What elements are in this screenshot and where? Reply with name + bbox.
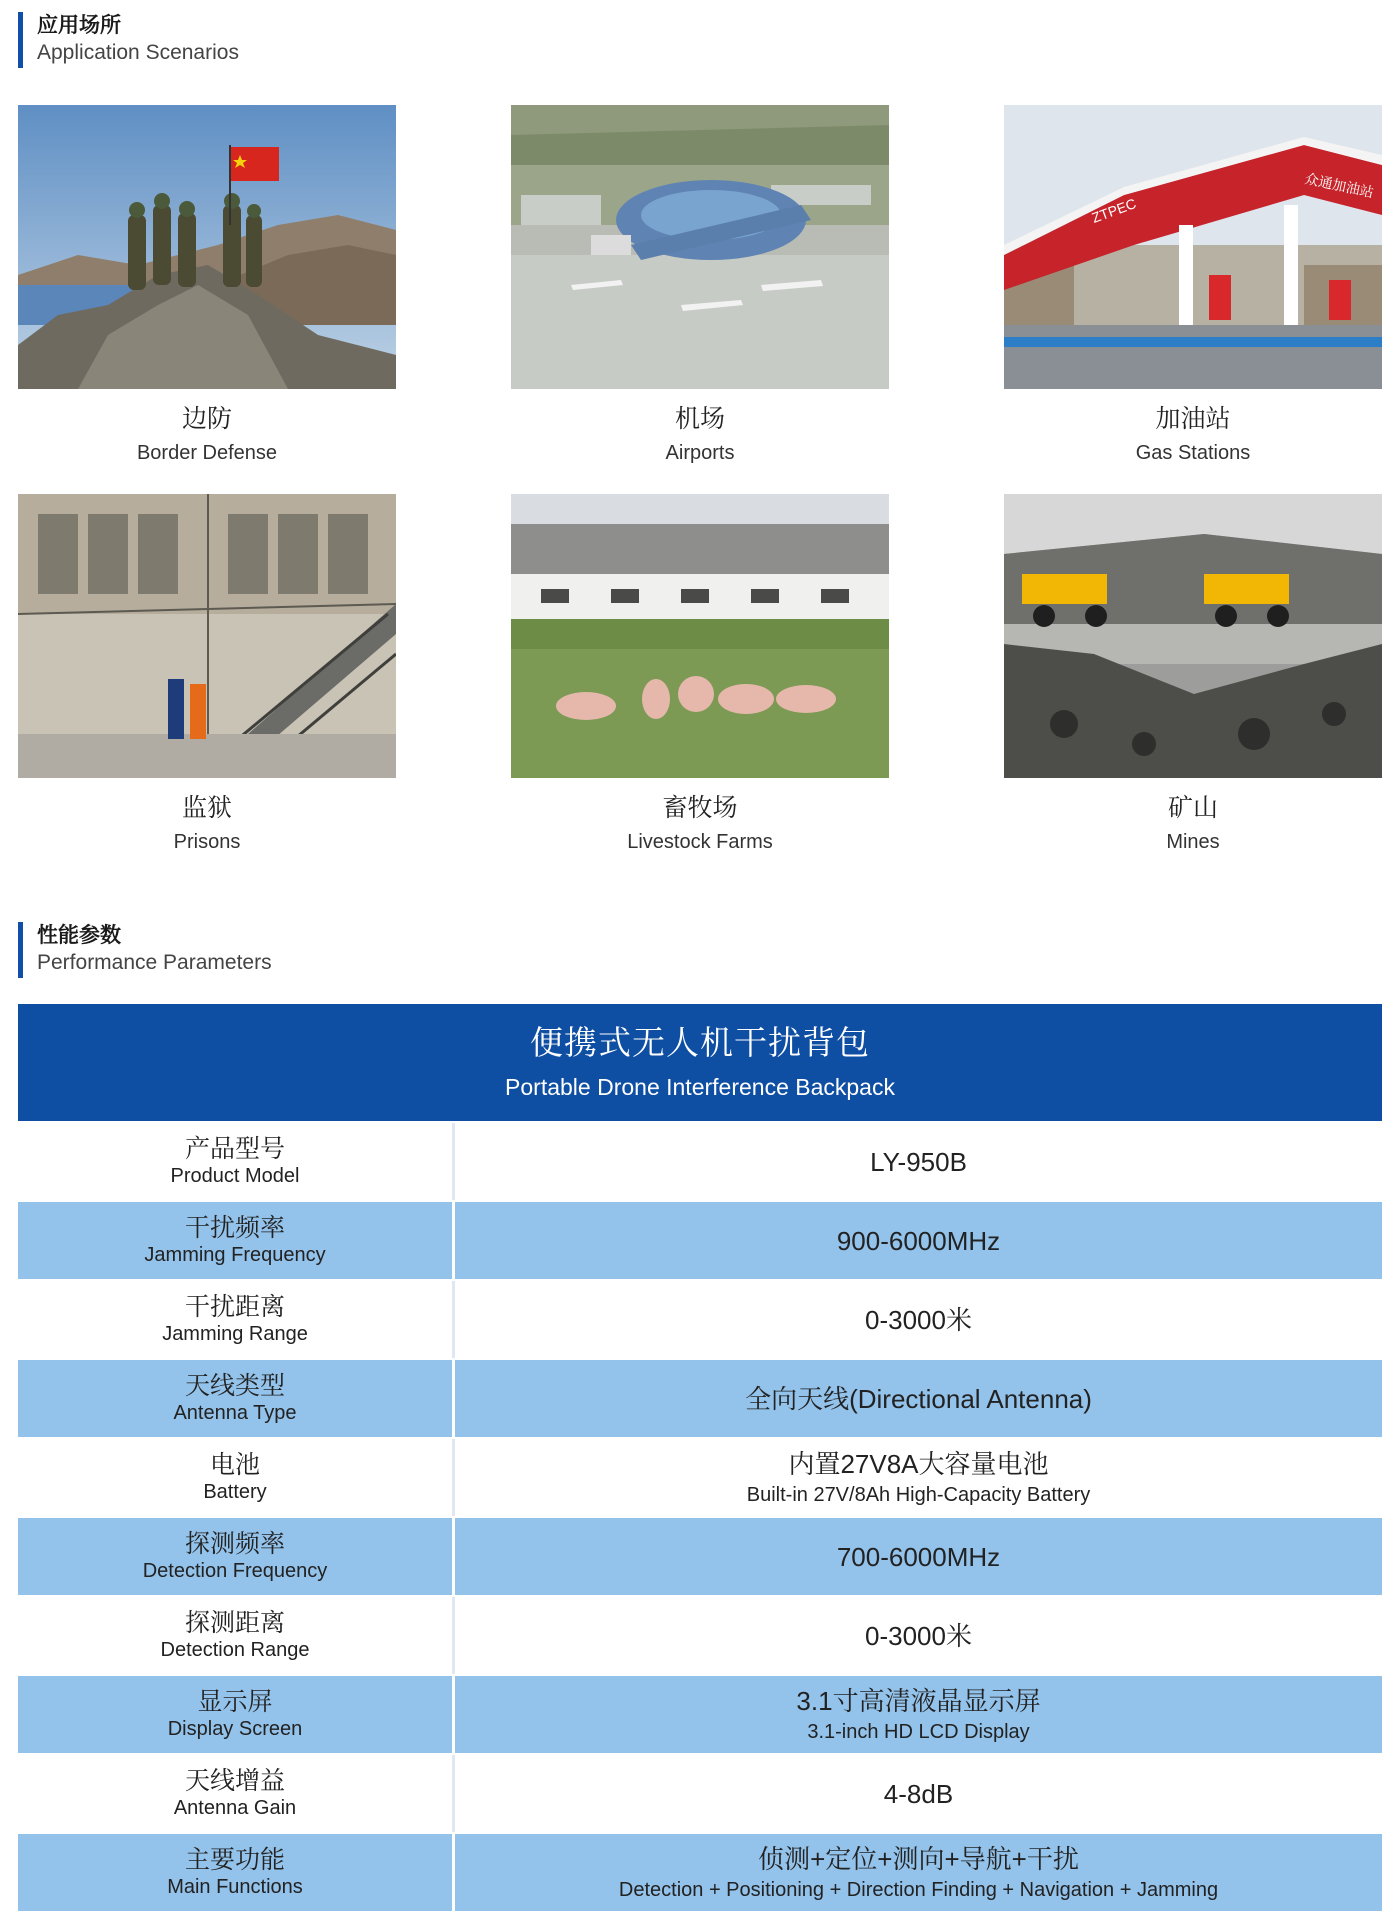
scenario-label-zh: 边防: [181, 405, 232, 433]
row-value: [455, 1360, 1382, 1437]
row-value-main: 侦测+定位+测向+导航+干扰: [758, 1843, 1079, 1874]
row-label-en: Product Model: [170, 1165, 300, 1187]
section-header-performance: [18, 922, 637, 978]
row-value: [455, 1676, 1382, 1753]
spec-table-title: [18, 1004, 1382, 1123]
scenario-label-en: Mines: [1166, 831, 1220, 853]
section-title-zh: 应用场所: [37, 14, 121, 37]
gas-station-sign-en: ZTPEC: [1089, 195, 1139, 226]
row-label: [18, 1597, 455, 1674]
table-row: [18, 1676, 1382, 1755]
row-value-main: LY-950B: [870, 1146, 967, 1177]
row-label: [18, 1439, 455, 1516]
row-label-en: Jamming Range: [162, 1323, 308, 1345]
scenario-label-zh: 监狱: [181, 794, 232, 822]
spec-table: [18, 1004, 1382, 1913]
row-value-main: 内置27V8A大容量电池: [788, 1448, 1049, 1479]
row-label-en: Detection Frequency: [142, 1560, 328, 1582]
row-value-main: 0-3000米: [865, 1304, 972, 1335]
scenario-label-en: Livestock Farms: [627, 831, 773, 853]
row-label-en: Detection Range: [160, 1639, 310, 1661]
table-row: [18, 1123, 1382, 1202]
row-label: [18, 1281, 455, 1358]
row-label-zh: 干扰频率: [184, 1214, 285, 1242]
row-label-en: Antenna Type: [173, 1402, 297, 1424]
scenario-label-en: Airports: [665, 442, 735, 464]
airport-photo: [511, 105, 889, 389]
row-label-zh: 天线增益: [184, 1767, 285, 1795]
scenario-label-zh: 加油站: [1155, 405, 1231, 433]
row-label-en: Display Screen: [167, 1718, 303, 1740]
row-value-main: 0-3000米: [865, 1620, 972, 1651]
row-value-sub: Detection + Positioning + Direction Finding + Navigation + Jamming: [618, 1878, 1219, 1901]
scenario-label-zh: 畜牧场: [662, 794, 738, 822]
row-value: [455, 1518, 1382, 1595]
scenario-mines: [1004, 494, 1382, 855]
row-value: [455, 1597, 1382, 1674]
row-value-main: 900-6000MHz: [836, 1225, 1001, 1256]
row-value: [455, 1834, 1382, 1911]
row-label: [18, 1518, 455, 1595]
table-row: [18, 1834, 1382, 1913]
spec-rows: [18, 1123, 1382, 1913]
scenario-label-en: Gas Stations: [1135, 442, 1251, 464]
row-label: [18, 1360, 455, 1437]
scenario-livestock-farms: [511, 494, 889, 855]
prison-photo: [18, 494, 396, 778]
row-value: [455, 1439, 1382, 1516]
scenario-label-en: Border Defense: [136, 442, 278, 464]
scenario-label-en: Prisons: [173, 831, 241, 853]
scenario-airports: [511, 105, 889, 466]
row-label-zh: 显示屏: [197, 1688, 273, 1716]
row-value-main: 4-8dB: [883, 1778, 954, 1809]
table-row: [18, 1360, 1382, 1439]
row-label-zh: 主要功能: [184, 1846, 285, 1874]
row-value: [455, 1755, 1382, 1832]
section-header-application: [18, 12, 637, 68]
table-row: [18, 1202, 1382, 1281]
row-value-main: 3.1寸高清液晶显示屏: [796, 1685, 1041, 1716]
scenario-label-zh: 机场: [674, 405, 725, 433]
row-label-en: Antenna Gain: [173, 1797, 297, 1819]
row-label-zh: 天线类型: [184, 1372, 285, 1400]
row-label: [18, 1676, 455, 1753]
row-label-zh: 探测距离: [184, 1609, 285, 1637]
row-label-zh: 产品型号: [184, 1135, 285, 1163]
table-row: [18, 1518, 1382, 1597]
row-value: [455, 1123, 1382, 1200]
livestock-farm-photo: [511, 494, 889, 778]
table-row: [18, 1755, 1382, 1834]
scenario-prisons: [18, 494, 396, 855]
row-label-en: Jamming Frequency: [144, 1244, 326, 1266]
row-value-sub: Built-in 27V/8Ah High-Capacity Battery: [746, 1483, 1091, 1506]
row-label: [18, 1123, 455, 1200]
spec-table-title-en: Portable Drone Interference Backpack: [505, 1074, 895, 1100]
spec-table-title-zh: 便携式无人机干扰背包: [530, 1024, 870, 1061]
row-value: [455, 1202, 1382, 1279]
table-row: [18, 1281, 1382, 1360]
table-row: [18, 1597, 1382, 1676]
section-title-en: Application Scenarios: [37, 41, 239, 64]
row-label-zh: 电池: [209, 1451, 260, 1479]
row-value-sub: 3.1-inch HD LCD Display: [807, 1720, 1030, 1743]
gas-station-photo: [1004, 105, 1382, 389]
row-label-en: Main Functions: [167, 1876, 303, 1898]
table-row: [18, 1439, 1382, 1518]
row-value: [455, 1281, 1382, 1358]
row-label-en: Battery: [203, 1481, 267, 1503]
mine-photo: [1004, 494, 1382, 778]
row-label-zh: 探测频率: [184, 1530, 285, 1558]
border-defense-photo: [18, 105, 396, 389]
gas-station-sign-zh: 众通加油站: [1303, 171, 1375, 202]
row-label-zh: 干扰距离: [184, 1293, 285, 1321]
row-label: [18, 1755, 455, 1832]
scenario-border-defense: [18, 105, 396, 466]
scenario-grid: [18, 105, 1382, 870]
scenario-gas-stations: [1004, 105, 1382, 466]
row-value-main: 700-6000MHz: [836, 1541, 1001, 1572]
section-title-en: Performance Parameters: [37, 951, 272, 974]
row-label: [18, 1834, 455, 1911]
row-value-main: 全向天线(Directional Antenna): [745, 1383, 1092, 1414]
row-label: [18, 1202, 455, 1279]
scenario-label-zh: 矿山: [1167, 794, 1218, 822]
section-title-zh: 性能参数: [37, 924, 121, 947]
